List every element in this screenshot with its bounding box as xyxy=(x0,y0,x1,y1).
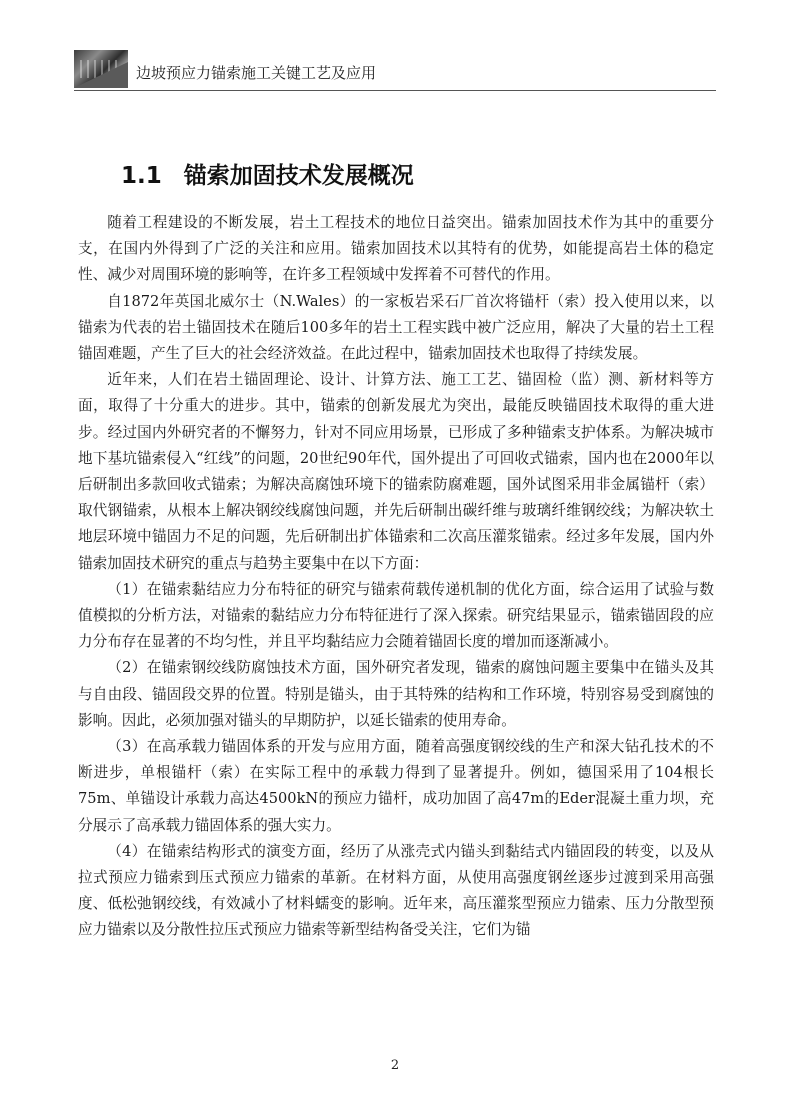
section-heading xyxy=(121,157,414,190)
slope-photo-icon xyxy=(74,50,128,88)
paragraph: （2）在锚索钢绞线防腐蚀技术方面，国外研究者发现，锚索的腐蚀问题主要集中在锚头及其与自由段、锚固段交界的位置。特别是锚头，由于其特殊的结构和工作环境，特别容易受到腐蚀的影响。因此，必须加强对锚头的早期防护，以延长锚索的使用寿命。 xyxy=(78,659,714,729)
book-title: 边坡预应力锚索施工关键工艺及应用 xyxy=(136,64,377,82)
section-title: 锚索加固技术发展概况 xyxy=(183,163,414,189)
page-number: 2 xyxy=(390,1058,400,1073)
running-header xyxy=(74,44,716,91)
paragraph: 近年来，人们在岩土锚固理论、设计、计算方法、施工工艺、锚固检（监）测、新材料等方面，取得了十分重大的进步。其中，锚索的创新发展尤为突出，最能反映锚固技术取得的重大进步。经过国内外研究者的不懈努力，针对不同应用场景，已形成了多种锚索支护体系。为解决城市地下基坑锚索侵入“红线”的问题，20世纪90年代，国外提出了可回收式锚索，国内也在2000年以后研制出多款回收式锚索；为解决高腐蚀环境下的锚索防腐难题，国外试图采用非金属锚杆（索）取代钢锚索，从根本上解决钢绞线腐蚀问题，并先后研制出碳纤维与玻璃纤维钢绞线；为解决软土地层环境中锚固力不足的问题，先后研制出扩体锚索和二次高压灌浆锚索。经过多年发展，国内外锚索加固技术研究的重点与趋势主要集中在以下方面： xyxy=(78,371,714,572)
paragraph: （4）在锚索结构形式的演变方面，经历了从涨壳式内锚头到黏结式内锚固段的转变，以及从拉式预应力锚索到压式预应力锚索的革新。在材料方面，从使用高强度钢丝逐步过渡到采用高强度、低松弛钢绞线，有效减小了材料蠕变的影响。近年来，高压灌浆型预应力锚索、压力分散型预应力锚索以及分散性拉压式预应力锚索等新型结构备受关注，它们为锚 xyxy=(78,842,714,939)
paragraph: （3）在高承载力锚固体系的开发与应用方面，随着高强度钢绞线的生产和深大钻孔技术的不断进步，单根锚杆（索）在实际工程中的承载力得到了显著提升。例如，德国采用了104根长75m、单锚设计承载力高达4500kN的预应力锚杆，成功加固了高47m的Eder混凝土重力坝，充分展示了高承载力锚固体系的强大实力。 xyxy=(78,738,714,834)
paragraph: 随着工程建设的不断发展，岩土工程技术的地位日益突出。锚索加固技术作为其中的重要分支，在国内外得到了广泛的关注和应用。锚索加固技术以其特有的优势，如能提高岩土体的稳定性、减少对周围环境的影响等，在许多工程领域中发挥着不可替代的作用。 xyxy=(78,214,714,284)
paragraph: （1）在锚索黏结应力分布特征的研究与锚索荷载传递机制的优化方面，综合运用了试验与数值模拟的分析方法，对锚索的黏结应力分布特征进行了深入探索。研究结果显示，锚索锚固段的应力分布存在显著的不均匀性，并且平均黏结应力会随着锚固长度的增加而逐渐减小。 xyxy=(78,580,714,651)
section-number: 1.1 xyxy=(121,163,162,189)
paragraph: 自1872年英国北威尔士（N.Wales）的一家板岩采石厂首次将锚杆（索）投入使用以来，以锚索为代表的岩土锚固技术在随后100多年的岩土工程实践中被广泛应用，解决了大量的岩土工程锚固难题，产生了巨大的社会经济效益。在此过程中，锚索加固技术也取得了持续发展。 xyxy=(78,292,714,363)
body-text xyxy=(78,210,714,944)
